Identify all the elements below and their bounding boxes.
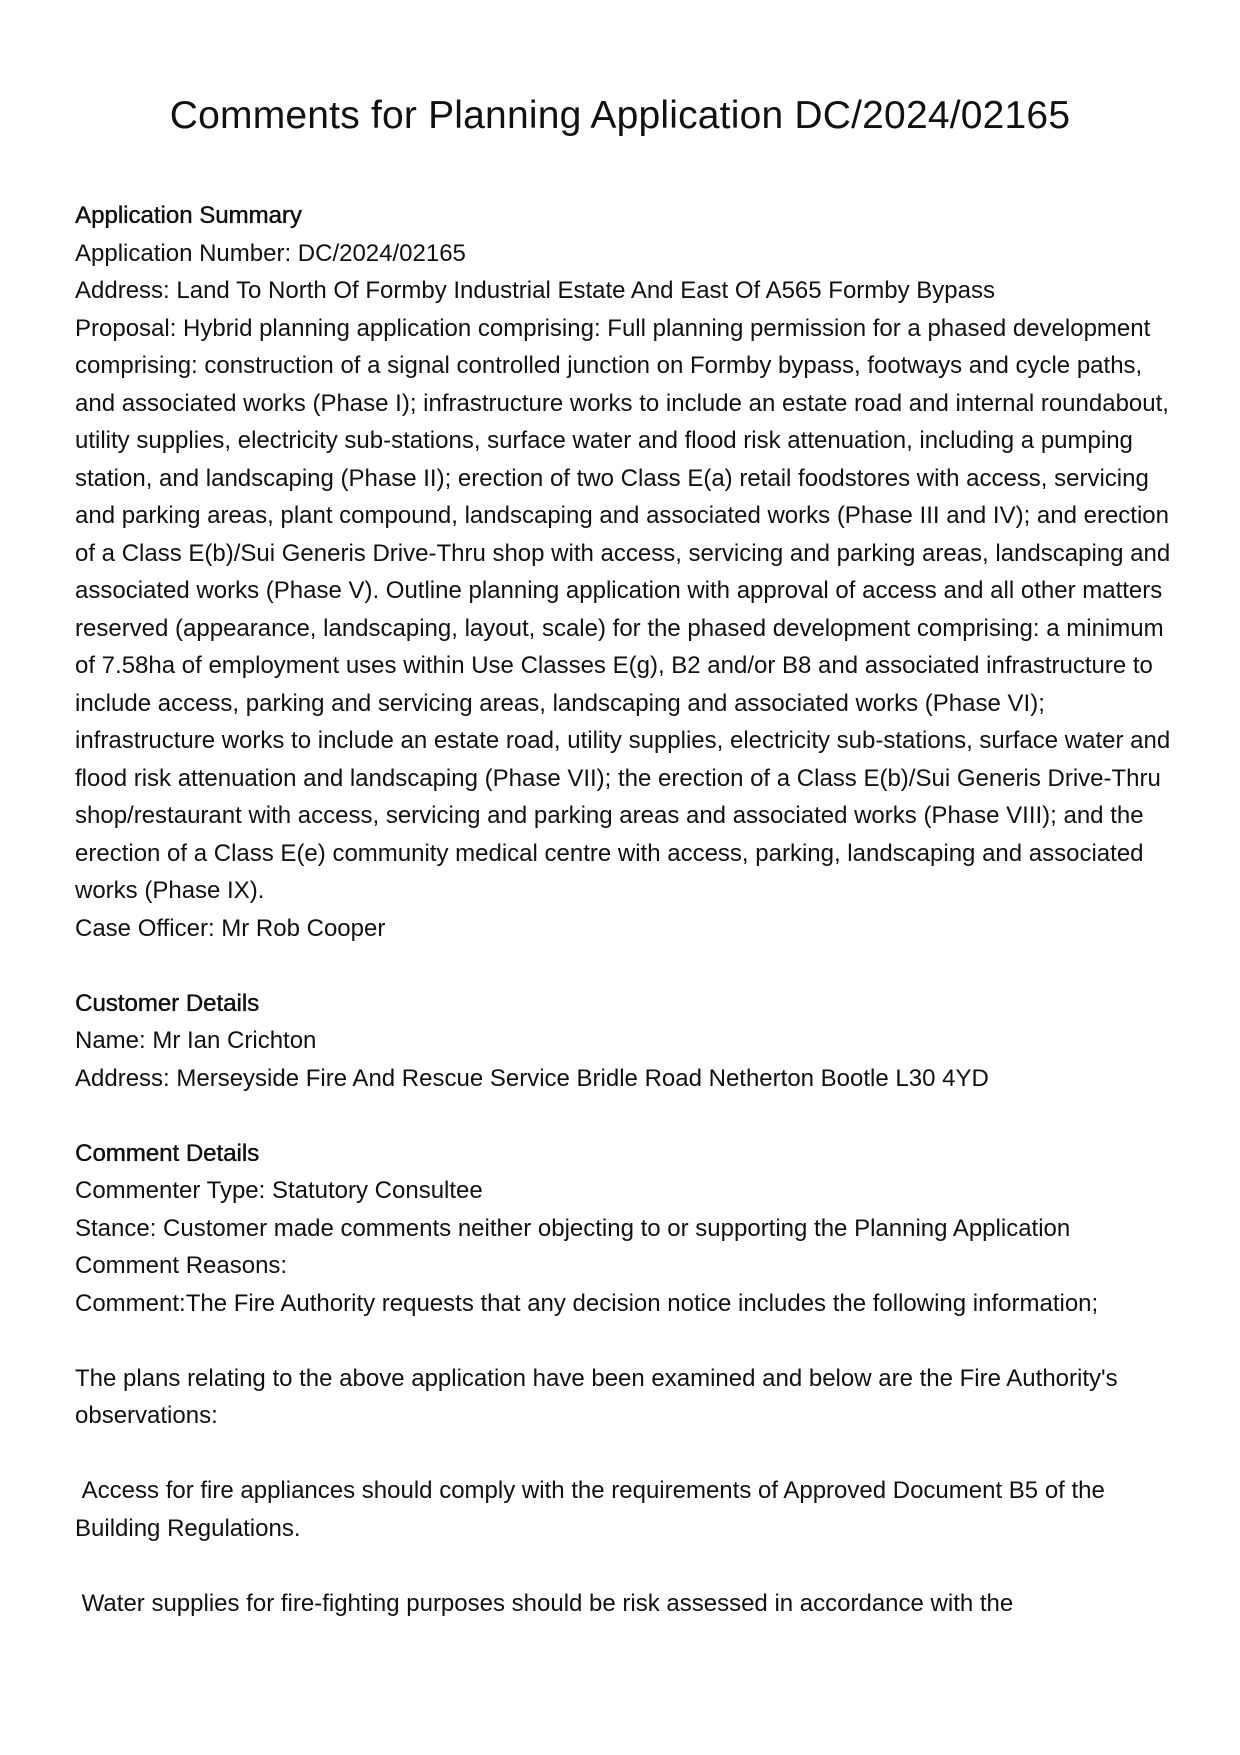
- customer-name: Name: Mr Ian Crichton: [75, 1027, 317, 1054]
- comment-details-section: [75, 1135, 1175, 1623]
- comment-text: Comment:The Fire Authority requests that any decision notice includes the following information;: [75, 1289, 1099, 1317]
- commenter-type: Commenter Type: Statutory Consultee: [75, 1177, 483, 1204]
- comment-reasons: Comment Reasons:: [75, 1252, 288, 1279]
- page-title: Comments for Planning Application DC/2024/02165: [169, 94, 1071, 137]
- customer-details-section: [75, 985, 1175, 1098]
- paragraph-spacer: [75, 1435, 1175, 1473]
- section-spacer: [75, 947, 1175, 985]
- comment-stance: Stance: Customer made comments neither objecting to or supporting the Planning Application: [75, 1214, 1071, 1242]
- application-summary-heading: Application Summary: [75, 202, 302, 229]
- comment-paragraph-water: Water supplies for fire-fighting purposes should be risk assessed in accordance with the: [75, 1589, 1014, 1617]
- application-number: Application Number: DC/2024/02165: [75, 239, 466, 267]
- application-summary-section: [75, 197, 1175, 947]
- paragraph-spacer: [75, 1322, 1175, 1360]
- customer-address: Address: Merseyside Fire And Rescue Service Bridle Road Netherton Bootle L30 4YD: [75, 1064, 989, 1092]
- application-address: Address: Land To North Of Formby Industrial Estate And East Of A565 Formby Bypass: [75, 277, 995, 304]
- case-officer: Case Officer: Mr Rob Cooper: [75, 914, 386, 942]
- application-proposal: Proposal: Hybrid planning application comprising: Full planning permission for a phased development comprising: construction of a signal controlled junction on Formby bypass, footways and cycle paths, and associated works (Phase I); infrastructure works to include an estate road and internal roundabout, utility supplies, electricity sub-stations, surface water and flood risk attenuation, including a pumping station, and landscaping (Phase II); erection of two Class E(a) retail foodstores with access, servicing and parking areas, plant compound, landscaping and associated works (Phase III and IV); and erection of a Class E(b)/Sui Generis Drive-Thru shop with access, servicing and parking areas, landscaping and associated works (Phase V). Outline planning application with approval of access and all other matters reserved (appearance, landscaping, layout, scale) for the phased development comprising: a minimum of 7.58ha of employment uses within Use Classes E(g), B2 and/or B8 and associated infrastructure to include access, parking and servicing areas, landscaping and associated works (Phase VI); infrastructure works to include an estate road, utility supplies, electricity sub-stations, surface water and flood risk attenuation and landscaping (Phase VII); the erection of a Class E(b)/Sui Generis Drive-Thru shop/restaurant with access, servicing and parking areas and associated works (Phase VIII); and the erection of a Class E(e) community medical centre with access, parking, landscaping and associated works (Phase IX).: [75, 314, 1171, 904]
- comment-paragraph-observations: The plans relating to the above application have been examined and below are the Fire Authority's observations:: [75, 1364, 1118, 1429]
- comment-details-heading: Comment Details: [75, 1139, 260, 1167]
- comment-paragraph-access: Access for fire appliances should comply with the requirements of Approved Document B5 of the Building Regulations.: [75, 1477, 1112, 1542]
- section-spacer: [75, 1097, 1175, 1135]
- customer-details-heading: Customer Details: [75, 989, 260, 1017]
- document-body: [75, 197, 1175, 1622]
- paragraph-spacer: [75, 1547, 1175, 1585]
